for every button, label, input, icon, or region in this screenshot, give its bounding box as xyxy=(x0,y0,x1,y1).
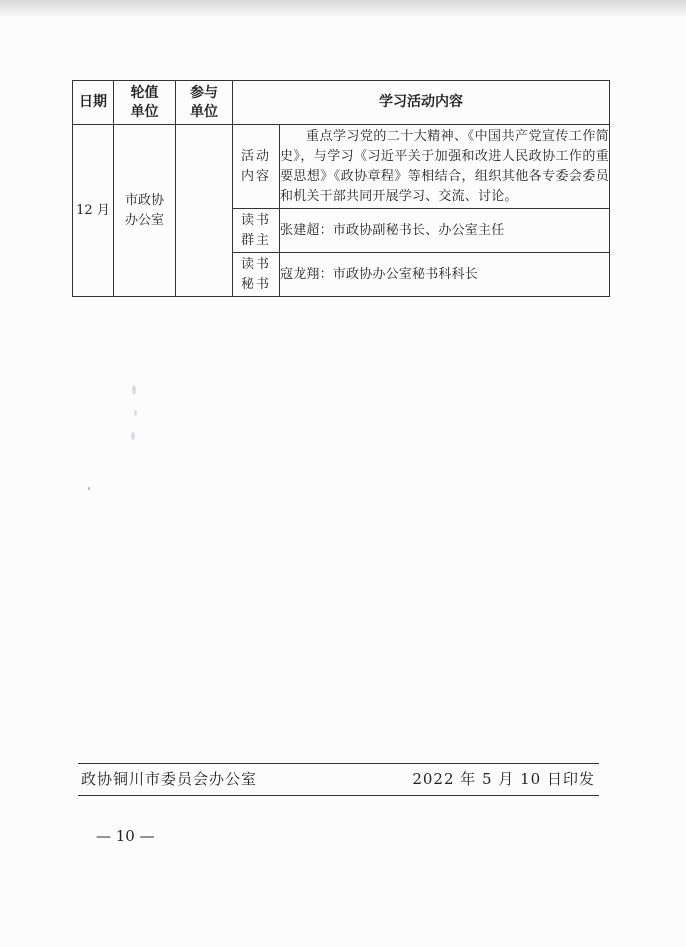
month-cell: 12 月 xyxy=(73,125,114,297)
scan-speck xyxy=(134,410,137,416)
header-content: 学习活动内容 xyxy=(233,81,610,125)
reading-secretary-label: 读书 秘书 xyxy=(233,253,280,297)
scan-edge-shadow xyxy=(0,0,686,18)
footer-issuer: 政协铜川市委员会办公室 xyxy=(81,770,258,788)
scan-speck xyxy=(131,432,135,440)
page-number: — 10 — xyxy=(96,827,155,845)
scan-speck xyxy=(132,385,136,395)
reading-group-leader-label: 读书 群主 xyxy=(233,209,280,253)
activity-content-text xyxy=(280,125,610,209)
participating-unit-cell xyxy=(176,125,233,297)
activity-content-paragraph: 重点学习党的二十大精神、《中国共产党宣传工作简史》，与学习《习近平关于加强和改进人民政协工作的重要思想》《政协章程》等相结合，组织其他各专委会委员和机关干部共同开展学习、交流、讨论。 xyxy=(280,128,609,204)
header-date: 日期 xyxy=(73,81,114,125)
header-rotating-unit: 轮值 单位 xyxy=(114,81,176,125)
activity-content-label: 活动 内容 xyxy=(233,125,280,209)
footer-issue-date: 2022 年 5 月 10 日印发 xyxy=(412,770,595,788)
header-participating-unit: 参与 单位 xyxy=(176,81,233,125)
footer-top-rule xyxy=(78,763,599,764)
table-header-row xyxy=(73,81,610,125)
table-row xyxy=(73,125,610,209)
footer-bottom-rule xyxy=(78,795,599,796)
reading-group-leader-text: 张建超：市政协副秘书长、办公室主任 xyxy=(280,209,610,253)
scan-speck xyxy=(88,487,90,490)
reading-secretary-text: 寇龙翔：市政协办公室秘书科科长 xyxy=(280,253,610,297)
study-schedule-table xyxy=(72,80,610,297)
rotating-unit-cell: 市政协 办公室 xyxy=(114,125,176,297)
